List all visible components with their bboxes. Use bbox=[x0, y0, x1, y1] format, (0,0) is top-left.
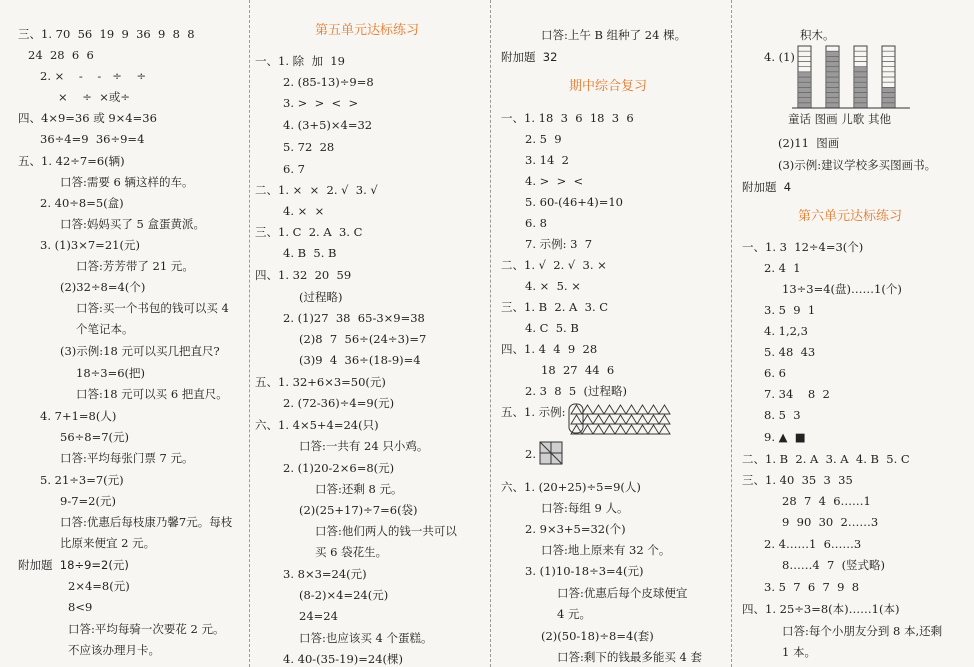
answer-line: 比原来便宜 2 元。 bbox=[60, 536, 156, 550]
bar-cell bbox=[826, 93, 839, 98]
section-heading: 期中综合复习 bbox=[569, 79, 648, 94]
answer-line: 2. 4……1 6……3 bbox=[764, 537, 862, 551]
answer-line: 二、1. √ 2. √ 3. × bbox=[501, 258, 607, 272]
answer-line: 8……4 7 (竖式略) bbox=[782, 558, 886, 572]
answer-line: 4. B 5. B bbox=[283, 246, 337, 260]
triangle-pattern-figure bbox=[569, 404, 679, 434]
bar-cell bbox=[826, 103, 839, 108]
answer-line: 5. 72 28 bbox=[283, 140, 335, 154]
answer-line: 口答:买一个书包的钱可以买 4 bbox=[76, 301, 229, 315]
bar-cell bbox=[882, 103, 895, 108]
answer-line: 9-7=2(元) bbox=[60, 494, 116, 508]
column-1 bbox=[18, 0, 244, 667]
column-divider bbox=[731, 0, 732, 667]
bar-cell bbox=[854, 82, 867, 87]
answer-line: 口答:也应该买 4 个蛋糕。 bbox=[299, 631, 433, 645]
answer-line: 口答:一共有 24 只小鸡。 bbox=[299, 439, 429, 453]
answer-line: 2×4=8(元) bbox=[68, 579, 130, 593]
answer-line: 5. 60-(46+4)=10 bbox=[525, 195, 623, 209]
triangle-shape bbox=[626, 415, 637, 424]
answer-line: 4. × 5. × bbox=[525, 279, 581, 293]
answer-line: 买 6 袋花生。 bbox=[315, 545, 388, 559]
answer-line: 9. ▲ ■ bbox=[764, 430, 806, 444]
bar-cell bbox=[826, 62, 839, 67]
answer-line: 一、1. 3 12÷4=3(个) bbox=[742, 240, 864, 254]
answer-line: 五、1. 32+6×3=50(元) bbox=[255, 375, 386, 389]
answer-line: 6. 6 bbox=[764, 366, 786, 380]
triangle-shape bbox=[593, 415, 604, 424]
triangle-shape bbox=[626, 425, 637, 434]
triangle-shape bbox=[604, 425, 615, 434]
answer-line: 2. (1)20-2×6=8(元) bbox=[283, 461, 395, 475]
triangle-shape bbox=[615, 405, 626, 414]
answer-line: 3. 5 9 1 bbox=[764, 303, 816, 317]
bar-cell bbox=[798, 62, 811, 67]
answer-line: 2. bbox=[525, 447, 536, 461]
answer-line: 4. > > < bbox=[525, 174, 584, 188]
answer-line: 个笔记本。 bbox=[76, 322, 134, 336]
answer-line: 四、1. 4 4 9 28 bbox=[501, 342, 598, 356]
answer-line: 口答:平均每张门票 7 元。 bbox=[60, 451, 194, 465]
answer-line: 24=24 bbox=[299, 609, 338, 623]
answer-line: 7. 示例: 3 7 bbox=[525, 237, 593, 251]
answer-line: 附加题 32 bbox=[501, 50, 558, 64]
bar-cell bbox=[882, 62, 895, 67]
bar-cell bbox=[798, 77, 811, 82]
answer-line: 口答:妈妈买了 5 盒蛋黄派。 bbox=[60, 217, 206, 231]
column-2 bbox=[255, 0, 485, 667]
bar-cell bbox=[882, 67, 895, 72]
answer-line: (3)9 4 36÷(18-9)=4 bbox=[299, 353, 421, 367]
answer-line: 童话 图画 儿歌 其他 bbox=[788, 112, 891, 126]
answer-line: 4. 7+1=8(人) bbox=[40, 409, 117, 423]
triangle-shape bbox=[626, 405, 637, 414]
bar-cell bbox=[826, 46, 839, 51]
bar-cell bbox=[882, 87, 895, 92]
bar-cell bbox=[798, 82, 811, 87]
answer-line: 3. 14 2 bbox=[525, 153, 569, 167]
bar-cell bbox=[854, 77, 867, 82]
triangle-shape bbox=[637, 425, 648, 434]
answer-line: 口答:每组 9 人。 bbox=[541, 501, 629, 515]
bar-cell bbox=[882, 46, 895, 51]
bar-cell bbox=[854, 56, 867, 61]
bar-cell bbox=[826, 67, 839, 72]
answer-line: 4. (3+5)×4=32 bbox=[283, 118, 373, 132]
bar-chart-figure bbox=[792, 44, 912, 110]
column-divider bbox=[490, 0, 491, 667]
triangle-shape bbox=[659, 415, 670, 424]
triangle-shape bbox=[571, 415, 582, 424]
triangle-shape bbox=[593, 425, 604, 434]
triangle-shape bbox=[582, 425, 593, 434]
answer-line: 二、1. × × 2. √ 3. √ bbox=[255, 183, 378, 197]
answer-line: 口答:芳芳带了 21 元。 bbox=[76, 259, 194, 273]
answer-line: 二、1. B 2. A 3. A 4. B 5. C bbox=[742, 452, 910, 466]
answer-line: 36÷4=9 36÷9=4 bbox=[40, 132, 145, 146]
answer-line: 56÷8=7(元) bbox=[60, 430, 130, 444]
answer-line: 3. (1)10-18÷3=4(元) bbox=[525, 564, 644, 578]
answer-line: 四、4×9=36 或 9×4=36 bbox=[18, 111, 157, 125]
bar-cell bbox=[798, 56, 811, 61]
bar-cell bbox=[798, 72, 811, 77]
bar-cell bbox=[854, 67, 867, 72]
answer-line: 三、1. 40 35 3 35 bbox=[742, 473, 853, 487]
bar-cell bbox=[882, 82, 895, 87]
answer-line: 3. > > < > bbox=[283, 96, 359, 110]
answer-line: 不应该办理月卡。 bbox=[68, 643, 160, 657]
answer-line: 6. 7 bbox=[283, 162, 305, 176]
answer-line: (8-2)×4=24(元) bbox=[299, 588, 389, 602]
triangle-shape bbox=[582, 405, 593, 414]
answer-line: 6. 8 bbox=[525, 216, 547, 230]
triangle-shape bbox=[648, 425, 659, 434]
bar-cell bbox=[854, 103, 867, 108]
triangle-shape bbox=[582, 415, 593, 424]
bar-cell bbox=[798, 87, 811, 92]
triangle-shape bbox=[659, 405, 670, 414]
bar-cell bbox=[798, 51, 811, 56]
bar-cell bbox=[798, 67, 811, 72]
answer-line: (2)(50-18)÷8=4(套) bbox=[541, 629, 654, 643]
answer-line: (2)8 7 56÷(24÷3)=7 bbox=[299, 332, 427, 346]
bar-cell bbox=[854, 72, 867, 77]
answer-line: 六、1. (20+25)÷5=9(人) bbox=[501, 480, 641, 494]
answer-line: 2. (72-36)÷4=9(元) bbox=[283, 396, 395, 410]
triangle-shape bbox=[615, 415, 626, 424]
answer-line: 8<9 bbox=[68, 600, 93, 614]
answer-line: (过程略) bbox=[299, 290, 343, 304]
answer-line: 3. 8×3=24(元) bbox=[283, 567, 367, 581]
answer-line: (2)32÷8=4(个) bbox=[60, 280, 146, 294]
triangle-shape bbox=[637, 415, 648, 424]
triangle-shape bbox=[637, 405, 648, 414]
bar-cell bbox=[826, 98, 839, 103]
triangle-shape bbox=[571, 405, 582, 414]
divided-square-figure bbox=[539, 441, 563, 465]
answer-line: 2. 9×3+5=32(个) bbox=[525, 522, 626, 536]
answer-line: 9 90 30 2……3 bbox=[782, 515, 879, 529]
triangle-shape bbox=[593, 405, 604, 414]
answer-line: 5. 21÷3=7(元) bbox=[40, 473, 124, 487]
bar-cell bbox=[826, 87, 839, 92]
answer-line: 7. 34 8 2 bbox=[764, 387, 830, 401]
triangle-shape bbox=[604, 415, 615, 424]
answer-line: 四、1. 32 20 59 bbox=[255, 268, 352, 282]
answer-line: 五、1. 42÷7=6(辆) bbox=[18, 154, 125, 168]
triangle-shape bbox=[648, 405, 659, 414]
answer-line: 28 7 4 6……1 bbox=[782, 494, 871, 508]
answer-line: 口答:他们两人的钱一共可以 bbox=[315, 524, 457, 538]
answer-line: 五、1. 示例: bbox=[501, 405, 566, 419]
answer-line: 2. (85-13)÷9=8 bbox=[283, 75, 374, 89]
answer-line: 13÷3=4(盘)……1(个) bbox=[782, 282, 902, 296]
answer-line: 口答:优惠后每个皮球便宜 bbox=[557, 586, 688, 600]
answer-line: 三、1. 70 56 19 9 36 9 8 8 bbox=[18, 27, 195, 41]
answer-line: 4 元。 bbox=[557, 607, 591, 621]
answer-line: 4. (1) bbox=[764, 50, 795, 64]
answer-line: 2. (1)27 38 65-3×9=38 bbox=[283, 311, 425, 325]
bar-cell bbox=[826, 51, 839, 56]
answer-line: 1 本。 bbox=[782, 645, 816, 659]
triangle-shape bbox=[615, 425, 626, 434]
answer-line: 18 27 44 6 bbox=[541, 363, 615, 377]
answer-line: 口答:18 元可以买 6 把直尺。 bbox=[76, 387, 228, 401]
triangle-shape bbox=[604, 405, 615, 414]
bar-cell bbox=[882, 56, 895, 61]
answer-line: 一、1. 除 加 19 bbox=[255, 54, 345, 68]
bar-cell bbox=[854, 87, 867, 92]
answer-line: 8. 5 3 bbox=[764, 408, 801, 422]
triangle-shape bbox=[659, 425, 670, 434]
bar-cell bbox=[798, 98, 811, 103]
section-heading: 第六单元达标练习 bbox=[798, 209, 903, 224]
bar-cell bbox=[854, 46, 867, 51]
bar-cell bbox=[798, 93, 811, 98]
answer-line: 口答:优惠后每枝康乃馨7元。每枝 bbox=[60, 515, 233, 529]
bar-cell bbox=[826, 72, 839, 77]
answer-line: 口答:剩下的钱最多能买 4 套 bbox=[557, 650, 703, 664]
bar-cell bbox=[854, 93, 867, 98]
triangle-shape bbox=[648, 415, 659, 424]
answer-line: 2. 40÷8=5(盒) bbox=[40, 196, 124, 210]
bar-cell bbox=[882, 51, 895, 56]
bar-cell bbox=[854, 98, 867, 103]
answer-line: (2)11 图画 bbox=[778, 136, 840, 150]
answer-line: 口答:地上原来有 32 个。 bbox=[541, 543, 671, 557]
answer-line: 口答:上午 B 组种了 24 棵。 bbox=[541, 28, 687, 42]
bar-cell bbox=[882, 98, 895, 103]
answer-line: 口答:需要 6 辆这样的车。 bbox=[60, 175, 194, 189]
answer-line: (3)示例:18 元可以买几把直尺? bbox=[60, 344, 220, 358]
bar-cell bbox=[826, 82, 839, 87]
answer-line: 三、1. B 2. A 3. C bbox=[501, 300, 609, 314]
bar-cell bbox=[798, 103, 811, 108]
answer-line: 18÷3=6(把) bbox=[76, 366, 146, 380]
answer-line: 3. 5 7 6 7 9 8 bbox=[764, 580, 860, 594]
answer-line: × ÷ ×或÷ bbox=[58, 90, 130, 104]
answer-line: 24 28 6 6 bbox=[28, 48, 94, 62]
answer-line: 附加题 4 bbox=[742, 180, 792, 194]
answer-line: 附加题 18÷9=2(元) bbox=[18, 558, 129, 572]
answer-line: 口答:平均每骑一次要花 2 元。 bbox=[68, 622, 225, 636]
bar-cell bbox=[798, 46, 811, 51]
column-4 bbox=[738, 0, 968, 667]
answer-line: 2. 5 9 bbox=[525, 132, 562, 146]
answer-line: 三、1. C 2. A 3. C bbox=[255, 225, 363, 239]
answer-line: (2)(25+17)÷7=6(袋) bbox=[299, 503, 418, 517]
answer-line: 四、1. 25÷3=8(本)……1(本) bbox=[742, 602, 900, 616]
answer-line: 5. 48 43 bbox=[764, 345, 816, 359]
answer-line: 4. 40-(35-19)=24(棵) bbox=[283, 652, 404, 666]
answer-line: 2. × - - ÷ ÷ bbox=[40, 69, 147, 83]
answer-line: 4. C 5. B bbox=[525, 321, 579, 335]
answer-line: 口答:每个小朋友分到 8 本,还剩 bbox=[782, 624, 943, 638]
bar-cell bbox=[826, 77, 839, 82]
answer-line: (3)示例:建议学校多买图画书。 bbox=[778, 158, 937, 172]
answer-line: 一、1. 18 3 6 18 3 6 bbox=[501, 111, 634, 125]
answer-line: 2. 4 1 bbox=[764, 261, 801, 275]
answer-line: 口答:还剩 8 元。 bbox=[315, 482, 403, 496]
answer-line: 4. × × bbox=[283, 204, 325, 218]
bar-cell bbox=[882, 93, 895, 98]
bar-cell bbox=[882, 77, 895, 82]
section-heading: 第五单元达标练习 bbox=[315, 23, 420, 38]
group-bracket bbox=[569, 404, 583, 433]
answer-line: 2. 3 8 5 (过程略) bbox=[525, 384, 627, 398]
bar-cell bbox=[854, 62, 867, 67]
column-3 bbox=[497, 0, 727, 667]
answer-line: 3. (1)3×7=21(元) bbox=[40, 238, 140, 252]
answer-line: 4. 1,2,3 bbox=[764, 324, 808, 338]
answer-line: 积木。 bbox=[800, 28, 835, 42]
column-divider bbox=[249, 0, 250, 667]
answer-line: 六、1. 4×5+4=24(只) bbox=[255, 418, 379, 432]
bar-cell bbox=[854, 51, 867, 56]
bar-cell bbox=[826, 56, 839, 61]
bar-cell bbox=[882, 72, 895, 77]
